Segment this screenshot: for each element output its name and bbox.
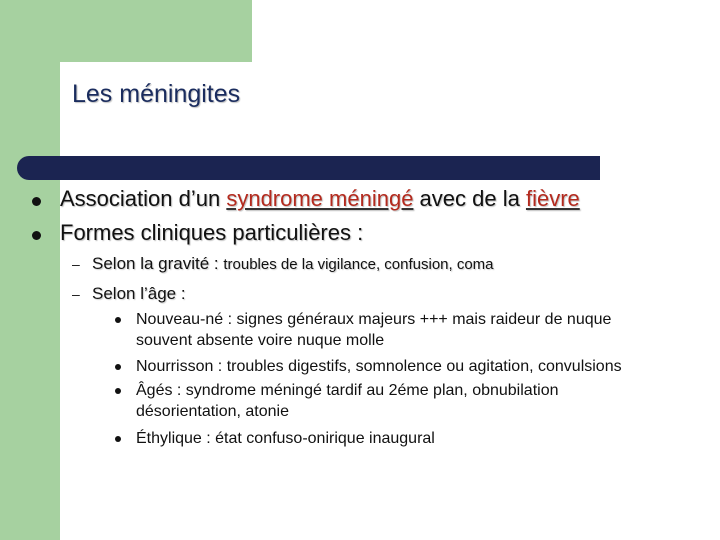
bullet-dot xyxy=(115,388,121,394)
item-line: Éthylique : état confuso-onirique inaugural xyxy=(136,430,435,447)
bullet-dot xyxy=(115,317,121,323)
item-line: souvent absente voire nuque molle xyxy=(136,332,385,349)
left-green-band xyxy=(0,0,60,540)
title-underline-bar xyxy=(17,156,600,180)
bullet-dot xyxy=(32,231,41,240)
dash-marker: – xyxy=(72,286,80,302)
item-line: Nourrisson : troubles digestifs, somnolence ou agitation, convulsions xyxy=(136,358,622,375)
item-line: désorientation, atonie xyxy=(136,403,289,420)
bullet-dot xyxy=(115,364,121,370)
bullet-formes-cliniques: Formes cliniques particulières : xyxy=(60,220,364,245)
dash-marker: – xyxy=(72,256,80,272)
item-nourrisson xyxy=(136,356,622,377)
sub-bullet-label: Selon la gravité : xyxy=(92,254,224,273)
bullet-association xyxy=(60,186,580,212)
bullet-dot xyxy=(115,436,121,442)
sub-bullet-gravite xyxy=(92,254,494,274)
slide-title: Les méningites xyxy=(72,80,241,108)
item-line: Âgés : syndrome méningé tardif au 2éme plan, obnubilation xyxy=(136,382,559,399)
item-ages xyxy=(136,380,558,422)
bullet-dot xyxy=(32,197,41,206)
highlight-syndrome-meninge: syndrome méningé xyxy=(226,186,414,211)
highlight-fievre: fièvre xyxy=(525,186,580,211)
bullet-text: Association d’un xyxy=(60,186,227,211)
sub-bullet-detail: troubles de la vigilance, confusion, coma xyxy=(223,256,494,273)
bullet-text: avec de la xyxy=(413,186,526,211)
item-line: Nouveau-né : signes généraux majeurs +++ mais raideur de nuque xyxy=(136,311,612,328)
sub-bullet-age: Selon l’âge : xyxy=(92,284,186,303)
item-nouveau-ne xyxy=(136,309,611,351)
item-ethylique xyxy=(136,428,435,449)
top-green-block xyxy=(0,0,252,62)
